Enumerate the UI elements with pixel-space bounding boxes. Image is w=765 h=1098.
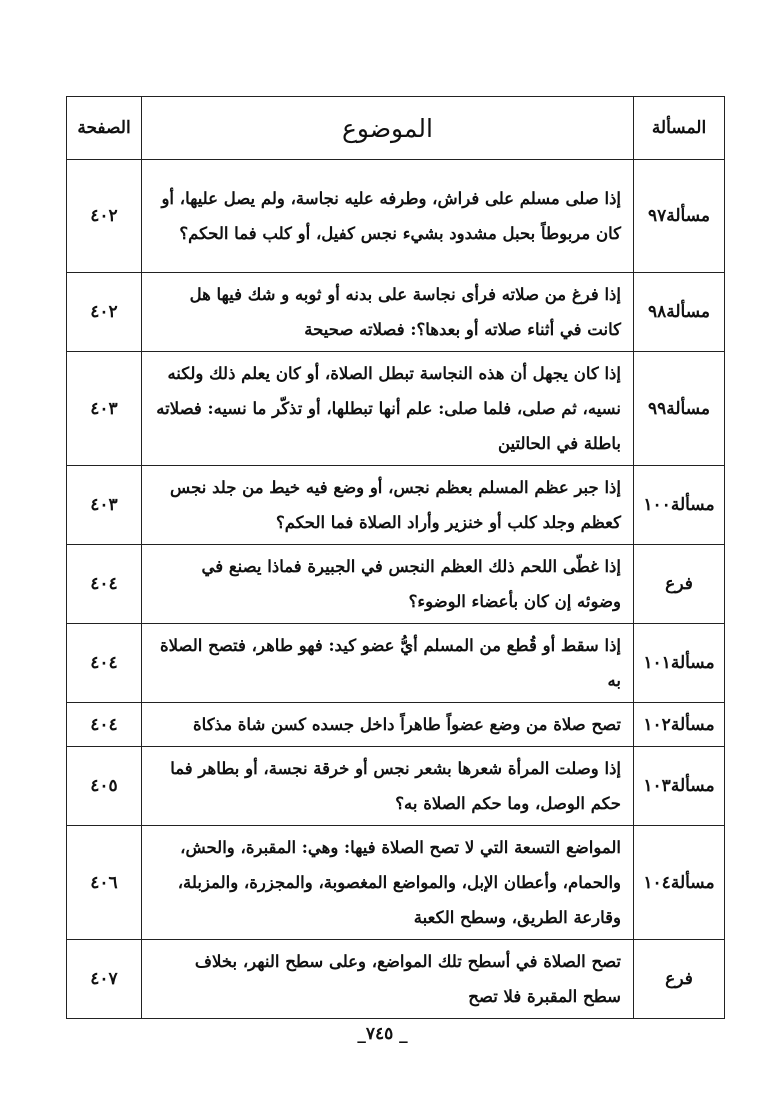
- row-issue: مسألة٩٨: [634, 273, 725, 352]
- row-page: ٤٠٤: [67, 545, 142, 624]
- row-topic: إذا سقط أو قُطع من المسلم أيُّ عضو كيد: فهو طاهر، فتصح الصلاة به: [142, 624, 634, 703]
- row-page: ٤٠٧: [67, 940, 142, 1019]
- row-topic: إذا كان يجهل أن هذه النجاسة تبطل الصلاة، أو كان يعلم ذلك ولكنه نسيه، ثم صلى، فلما صلى: علم أنها تبطلها، أو تذكّر ما نسيه: فصلاته باطلة في الحالتين: [142, 352, 634, 466]
- row-issue: فرع: [634, 545, 725, 624]
- row-issue: مسألة١٠٤: [634, 826, 725, 940]
- row-issue: مسألة٩٩: [634, 352, 725, 466]
- row-topic: إذا وصلت المرأة شعرها بشعر نجس أو خرقة نجسة، أو بطاهر فما حكم الوصل، وما حكم الصلاة به؟: [142, 747, 634, 826]
- row-issue: مسألة١٠٢: [634, 703, 725, 747]
- table-row: [67, 940, 725, 1019]
- row-page: ٤٠٢: [67, 273, 142, 352]
- header-row: [67, 97, 725, 160]
- row-issue: مسألة١٠١: [634, 624, 725, 703]
- row-topic: إذا غطّى اللحم ذلك العظم النجس في الجبيرة فماذا يصنع في وضوئه إن كان بأعضاء الوضوء؟: [142, 545, 634, 624]
- row-page: ٤٠٣: [67, 352, 142, 466]
- row-page: ٤٠٤: [67, 703, 142, 747]
- row-page: ٤٠٣: [67, 466, 142, 545]
- table-row: [67, 273, 725, 352]
- header-topic: الموضوع: [142, 97, 634, 160]
- header-issue: المسألة: [634, 97, 725, 160]
- table-row: [67, 703, 725, 747]
- row-issue: مسألة٩٧: [634, 160, 725, 273]
- row-page: ٤٠٥: [67, 747, 142, 826]
- table-row: [67, 545, 725, 624]
- row-topic: تصح صلاة من وضع عضواً طاهراً داخل جسده كسن شاة مذكاة: [142, 703, 634, 747]
- row-topic: إذا صلى مسلم على فراش، وطرفه عليه نجاسة، ولم يصل عليها، أو كان مربوطاً بحبل مشدود بشيء نجس كفيل، أو كلب فما الحكم؟: [142, 160, 634, 273]
- row-page: ٤٠٢: [67, 160, 142, 273]
- index-table: [66, 96, 725, 1019]
- row-topic: إذا فرغ من صلاته فرأى نجاسة على بدنه أو ثوبه و شك فيها هل كانت في أثناء صلاته أو بعدها؟: فصلاته صحيحة: [142, 273, 634, 352]
- table-row: [67, 826, 725, 940]
- row-issue: فرع: [634, 940, 725, 1019]
- table-row: [67, 352, 725, 466]
- row-topic: إذا جبر عظم المسلم بعظم نجس، أو وضع فيه خيط من جلد نجس كعظم وجلد كلب أو خنزير وأراد الصلاة فما الحكم؟: [142, 466, 634, 545]
- header-page: الصفحة: [67, 97, 142, 160]
- table-row: [67, 160, 725, 273]
- row-page: ٤٠٦: [67, 826, 142, 940]
- row-topic: تصح الصلاة في أسطح تلك المواضع، وعلى سطح النهر، بخلاف سطح المقبرة فلا تصح: [142, 940, 634, 1019]
- row-issue: مسألة١٠٠: [634, 466, 725, 545]
- row-topic: المواضع التسعة التي لا تصح الصلاة فيها: وهي: المقبرة، والحش، والحمام، وأعطان الإبل، والمواضع المغصوبة، والمجزرة، والمزبلة، وقارعة الطريق، وسطح الكعبة: [142, 826, 634, 940]
- table-row: [67, 624, 725, 703]
- row-page: ٤٠٤: [67, 624, 142, 703]
- table-row: [67, 466, 725, 545]
- row-issue: مسألة١٠٣: [634, 747, 725, 826]
- table-row: [67, 747, 725, 826]
- table-body: [67, 160, 725, 1019]
- page-number: _٧٤٥ _: [357, 1024, 408, 1044]
